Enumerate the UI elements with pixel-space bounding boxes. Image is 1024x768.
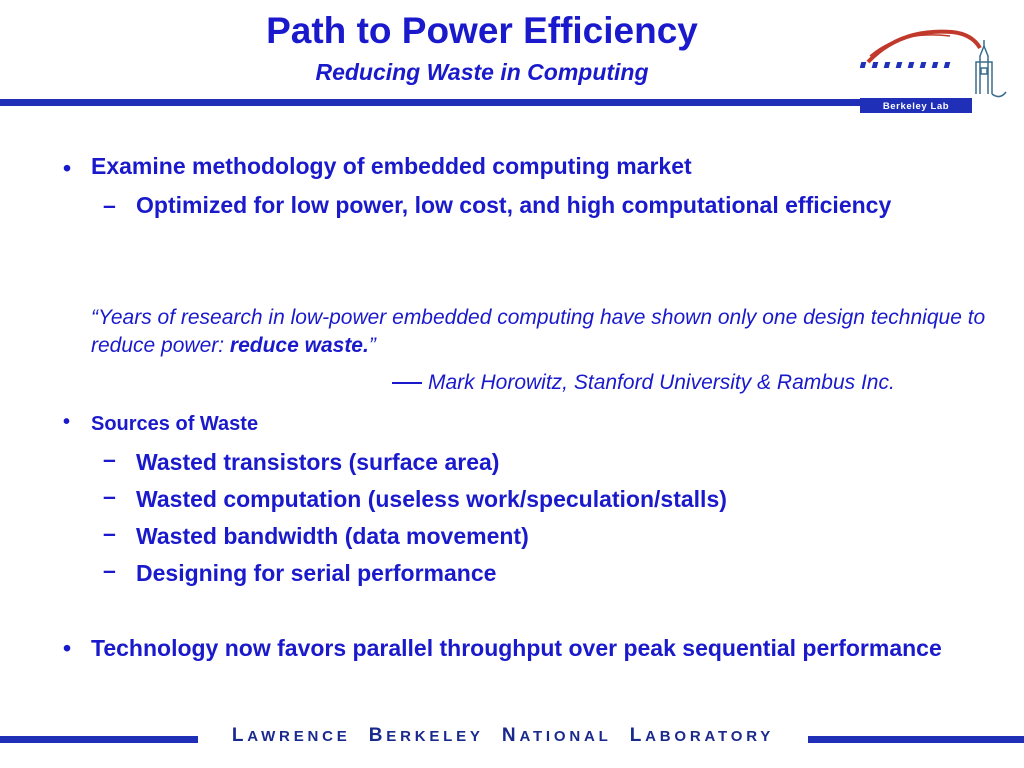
attribution-dash [392, 382, 422, 384]
bullet-examine-methodology: Examine methodology of embedded computing market [91, 153, 692, 179]
waste-item: Designing for serial performance [136, 560, 497, 586]
quote-text: Years of research in low-power embedded computing have shown only one design technique to reduce power: [91, 306, 986, 357]
waste-item: Wasted transistors (surface area) [136, 449, 500, 475]
page-subtitle: Reducing Waste in Computing [315, 59, 649, 85]
waste-item: Wasted computation (useless work/speculation/stalls) [136, 486, 727, 512]
dash-marker: – [103, 520, 116, 546]
waste-item: Wasted bandwidth (data movement) [136, 523, 529, 549]
bullet-marker: • [63, 411, 71, 433]
footer-rule-left [0, 736, 198, 743]
quote-emphasis: reduce waste. [229, 334, 369, 357]
quote-block [91, 304, 991, 360]
logo-text: Berkeley Lab [882, 101, 950, 112]
dash-marker: – [103, 192, 116, 218]
dash-marker: – [103, 446, 116, 472]
quote-open: “ [91, 306, 98, 329]
page-title: Path to Power Efficiency [266, 10, 698, 51]
bullet-marker: • [63, 155, 72, 181]
dash-marker: – [103, 557, 116, 583]
bullet-marker: • [63, 635, 72, 661]
quote-attribution: Mark Horowitz, Stanford University & Rambus Inc. [428, 371, 895, 394]
sub-bullet-optimized: Optimized for low power, low cost, and high computational efficiency [136, 192, 892, 218]
quote-attribution-row [392, 371, 1000, 395]
bullet-sources-of-waste: Sources of Waste [91, 413, 259, 435]
footer-rule-right [808, 736, 1024, 743]
header-rule [0, 99, 862, 106]
quote-close: ” [368, 334, 376, 357]
footer-lab-name: LAWRENCE BERKELEY NATIONAL LABORATORY [231, 725, 775, 746]
berkeley-lab-logo-icon [860, 22, 1010, 114]
dash-marker: – [103, 483, 116, 509]
bullet-technology-favors-parallel: Technology now favors parallel throughput over peak sequential performance [91, 635, 942, 661]
